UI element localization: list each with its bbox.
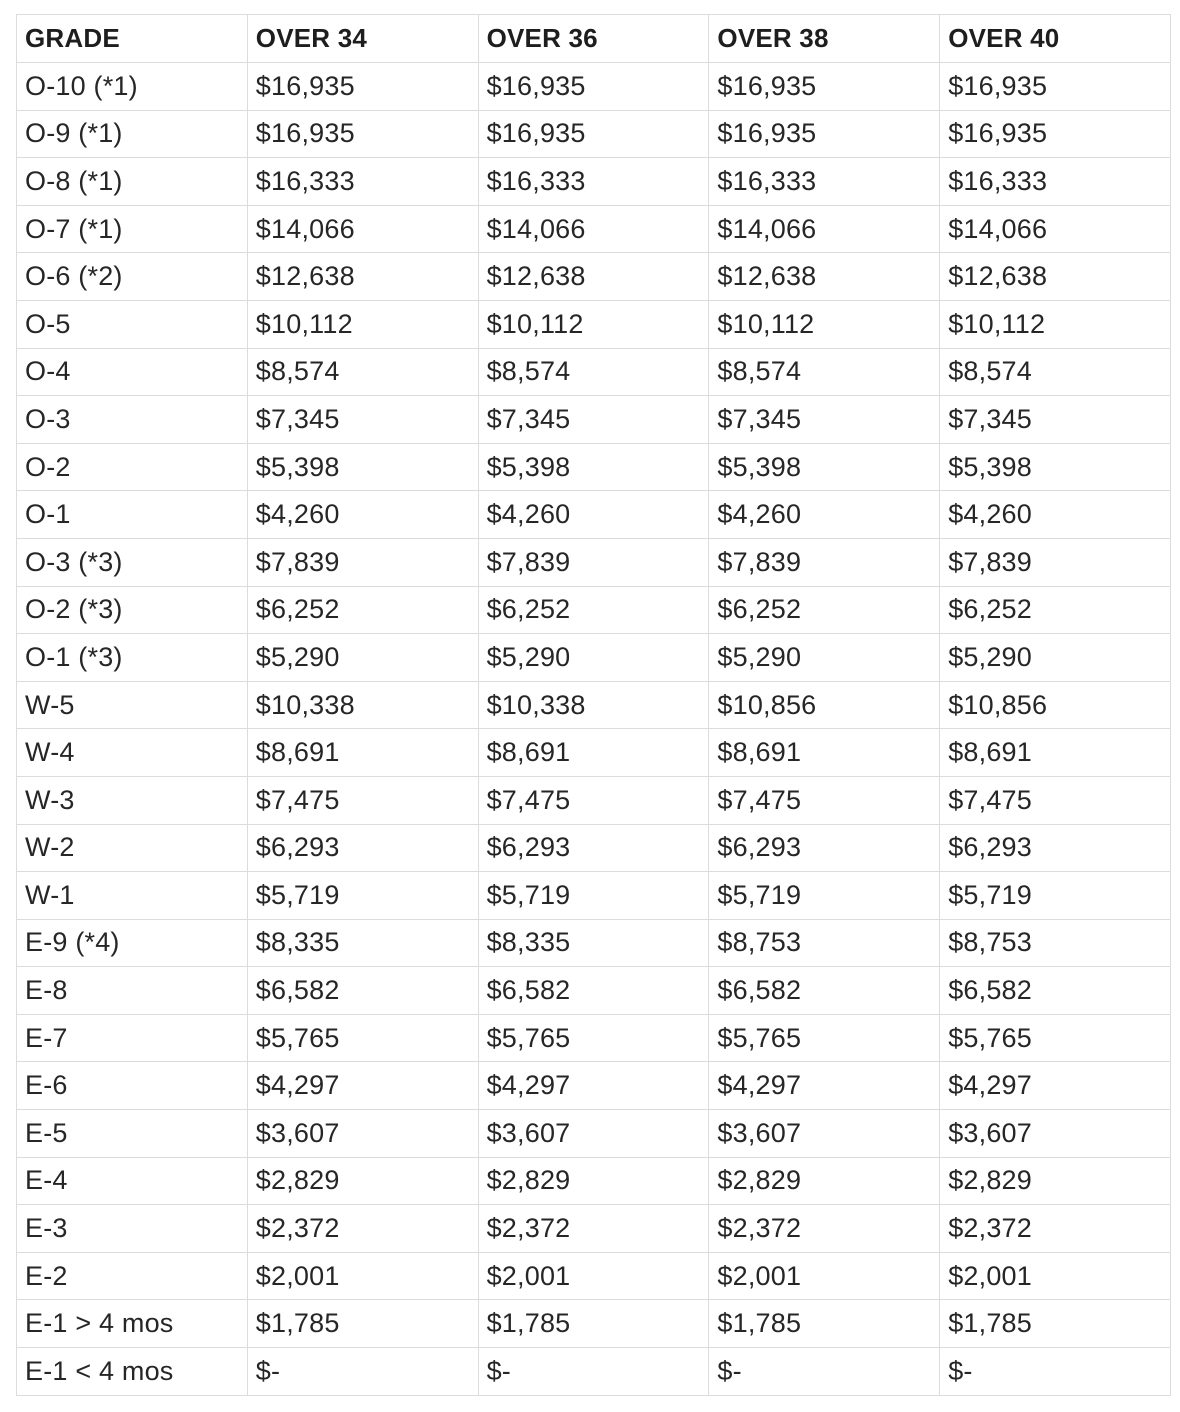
table-row <box>17 300 1171 348</box>
over-38-cell: $4,297 <box>709 1062 940 1110</box>
over-40-cell: $7,475 <box>940 776 1171 824</box>
over-36-cell: $- <box>478 1348 709 1396</box>
table-row <box>17 634 1171 682</box>
over-36-cell: $7,839 <box>478 538 709 586</box>
grade-cell: W-4 <box>17 729 248 777</box>
table-row <box>17 253 1171 301</box>
table-row <box>17 776 1171 824</box>
over-38-cell: $14,066 <box>709 205 940 253</box>
over-36-cell: $16,935 <box>478 110 709 158</box>
over-38-cell: $5,290 <box>709 634 940 682</box>
over-34-cell: $5,719 <box>247 872 478 920</box>
grade-cell: E-7 <box>17 1014 248 1062</box>
over-36-cell: $2,829 <box>478 1157 709 1205</box>
table-row <box>17 681 1171 729</box>
over-36-cell: $14,066 <box>478 205 709 253</box>
grade-cell: E-6 <box>17 1062 248 1110</box>
header-over-34: OVER 34 <box>247 15 478 63</box>
table-row <box>17 967 1171 1015</box>
over-38-cell: $16,935 <box>709 110 940 158</box>
table-row <box>17 205 1171 253</box>
over-36-cell: $12,638 <box>478 253 709 301</box>
grade-cell: E-3 <box>17 1205 248 1253</box>
table-row <box>17 158 1171 206</box>
grade-cell: O-1 <box>17 491 248 539</box>
over-40-cell: $1,785 <box>940 1300 1171 1348</box>
over-38-cell: $2,829 <box>709 1157 940 1205</box>
over-36-cell: $5,290 <box>478 634 709 682</box>
over-38-cell: $4,260 <box>709 491 940 539</box>
grade-cell: O-3 <box>17 396 248 444</box>
over-34-cell: $4,297 <box>247 1062 478 1110</box>
over-34-cell: $5,765 <box>247 1014 478 1062</box>
over-40-cell: $2,001 <box>940 1252 1171 1300</box>
pay-table-container <box>16 14 1170 1396</box>
over-34-cell: $- <box>247 1348 478 1396</box>
header-over-36: OVER 36 <box>478 15 709 63</box>
table-row <box>17 443 1171 491</box>
over-34-cell: $5,290 <box>247 634 478 682</box>
grade-cell: O-5 <box>17 300 248 348</box>
table-row <box>17 1157 1171 1205</box>
grade-cell: O-2 (*3) <box>17 586 248 634</box>
grade-cell: E-1 < 4 mos <box>17 1348 248 1396</box>
over-36-cell: $7,345 <box>478 396 709 444</box>
over-40-cell: $5,765 <box>940 1014 1171 1062</box>
over-36-cell: $16,935 <box>478 63 709 111</box>
table-row <box>17 1252 1171 1300</box>
over-38-cell: $2,372 <box>709 1205 940 1253</box>
table-row <box>17 1110 1171 1158</box>
over-38-cell: $1,785 <box>709 1300 940 1348</box>
over-36-cell: $5,719 <box>478 872 709 920</box>
over-38-cell: $5,398 <box>709 443 940 491</box>
over-40-cell: $16,333 <box>940 158 1171 206</box>
over-36-cell: $4,297 <box>478 1062 709 1110</box>
over-34-cell: $8,574 <box>247 348 478 396</box>
grade-cell: W-1 <box>17 872 248 920</box>
over-34-cell: $4,260 <box>247 491 478 539</box>
over-40-cell: $5,719 <box>940 872 1171 920</box>
over-34-cell: $6,252 <box>247 586 478 634</box>
over-40-cell: $2,372 <box>940 1205 1171 1253</box>
pay-table <box>16 14 1171 1396</box>
over-38-cell: $5,719 <box>709 872 940 920</box>
over-36-cell: $8,691 <box>478 729 709 777</box>
over-38-cell: $6,252 <box>709 586 940 634</box>
over-38-cell: $8,691 <box>709 729 940 777</box>
table-row <box>17 1205 1171 1253</box>
over-40-cell: $5,290 <box>940 634 1171 682</box>
over-38-cell: $12,638 <box>709 253 940 301</box>
grade-cell: E-9 (*4) <box>17 919 248 967</box>
table-row <box>17 63 1171 111</box>
over-40-cell: $12,638 <box>940 253 1171 301</box>
header-over-40: OVER 40 <box>940 15 1171 63</box>
over-34-cell: $10,338 <box>247 681 478 729</box>
over-40-cell: $5,398 <box>940 443 1171 491</box>
over-36-cell: $10,338 <box>478 681 709 729</box>
table-row <box>17 1014 1171 1062</box>
over-34-cell: $5,398 <box>247 443 478 491</box>
over-34-cell: $7,839 <box>247 538 478 586</box>
over-36-cell: $8,574 <box>478 348 709 396</box>
over-34-cell: $8,335 <box>247 919 478 967</box>
grade-cell: W-2 <box>17 824 248 872</box>
table-header <box>17 15 1171 63</box>
over-36-cell: $16,333 <box>478 158 709 206</box>
over-38-cell: $2,001 <box>709 1252 940 1300</box>
table-row <box>17 110 1171 158</box>
over-34-cell: $6,582 <box>247 967 478 1015</box>
over-36-cell: $5,398 <box>478 443 709 491</box>
table-row <box>17 396 1171 444</box>
over-36-cell: $2,372 <box>478 1205 709 1253</box>
grade-cell: O-6 (*2) <box>17 253 248 301</box>
grade-cell: O-3 (*3) <box>17 538 248 586</box>
over-34-cell: $7,475 <box>247 776 478 824</box>
over-34-cell: $3,607 <box>247 1110 478 1158</box>
table-row <box>17 1348 1171 1396</box>
over-38-cell: $7,345 <box>709 396 940 444</box>
over-34-cell: $2,372 <box>247 1205 478 1253</box>
grade-cell: O-1 (*3) <box>17 634 248 682</box>
table-row <box>17 1062 1171 1110</box>
over-40-cell: $7,839 <box>940 538 1171 586</box>
over-40-cell: $6,582 <box>940 967 1171 1015</box>
over-36-cell: $8,335 <box>478 919 709 967</box>
over-40-cell: $6,252 <box>940 586 1171 634</box>
over-40-cell: $14,066 <box>940 205 1171 253</box>
grade-cell: E-8 <box>17 967 248 1015</box>
over-40-cell: $16,935 <box>940 110 1171 158</box>
over-36-cell: $6,252 <box>478 586 709 634</box>
over-40-cell: $- <box>940 1348 1171 1396</box>
table-row <box>17 919 1171 967</box>
over-36-cell: $6,293 <box>478 824 709 872</box>
over-38-cell: $10,856 <box>709 681 940 729</box>
over-34-cell: $2,829 <box>247 1157 478 1205</box>
table-row <box>17 872 1171 920</box>
grade-cell: E-4 <box>17 1157 248 1205</box>
over-34-cell: $16,333 <box>247 158 478 206</box>
over-34-cell: $8,691 <box>247 729 478 777</box>
over-38-cell: $5,765 <box>709 1014 940 1062</box>
grade-cell: O-4 <box>17 348 248 396</box>
table-row <box>17 1300 1171 1348</box>
table-row <box>17 824 1171 872</box>
over-40-cell: $10,112 <box>940 300 1171 348</box>
header-over-38: OVER 38 <box>709 15 940 63</box>
header-grade: GRADE <box>17 15 248 63</box>
over-38-cell: $7,839 <box>709 538 940 586</box>
grade-cell: W-5 <box>17 681 248 729</box>
table-row <box>17 538 1171 586</box>
over-38-cell: $8,574 <box>709 348 940 396</box>
over-36-cell: $3,607 <box>478 1110 709 1158</box>
over-38-cell: $16,935 <box>709 63 940 111</box>
over-38-cell: $- <box>709 1348 940 1396</box>
over-34-cell: $12,638 <box>247 253 478 301</box>
over-34-cell: $2,001 <box>247 1252 478 1300</box>
over-40-cell: $4,260 <box>940 491 1171 539</box>
over-36-cell: $2,001 <box>478 1252 709 1300</box>
grade-cell: O-9 (*1) <box>17 110 248 158</box>
over-34-cell: $6,293 <box>247 824 478 872</box>
over-40-cell: $8,753 <box>940 919 1171 967</box>
over-34-cell: $10,112 <box>247 300 478 348</box>
over-34-cell: $16,935 <box>247 110 478 158</box>
over-38-cell: $8,753 <box>709 919 940 967</box>
over-34-cell: $1,785 <box>247 1300 478 1348</box>
grade-cell: O-7 (*1) <box>17 205 248 253</box>
over-40-cell: $3,607 <box>940 1110 1171 1158</box>
over-38-cell: $6,582 <box>709 967 940 1015</box>
table-row <box>17 491 1171 539</box>
over-36-cell: $7,475 <box>478 776 709 824</box>
over-40-cell: $10,856 <box>940 681 1171 729</box>
over-34-cell: $16,935 <box>247 63 478 111</box>
over-36-cell: $10,112 <box>478 300 709 348</box>
over-38-cell: $10,112 <box>709 300 940 348</box>
over-40-cell: $4,297 <box>940 1062 1171 1110</box>
header-row <box>17 15 1171 63</box>
grade-cell: O-2 <box>17 443 248 491</box>
grade-cell: O-8 (*1) <box>17 158 248 206</box>
over-40-cell: $6,293 <box>940 824 1171 872</box>
grade-cell: E-1 > 4 mos <box>17 1300 248 1348</box>
over-34-cell: $14,066 <box>247 205 478 253</box>
table-row <box>17 348 1171 396</box>
grade-cell: W-3 <box>17 776 248 824</box>
grade-cell: E-5 <box>17 1110 248 1158</box>
over-38-cell: $16,333 <box>709 158 940 206</box>
over-40-cell: $16,935 <box>940 63 1171 111</box>
over-34-cell: $7,345 <box>247 396 478 444</box>
over-36-cell: $4,260 <box>478 491 709 539</box>
over-40-cell: $8,691 <box>940 729 1171 777</box>
over-38-cell: $7,475 <box>709 776 940 824</box>
table-row <box>17 586 1171 634</box>
grade-cell: O-10 (*1) <box>17 63 248 111</box>
over-36-cell: $1,785 <box>478 1300 709 1348</box>
over-36-cell: $5,765 <box>478 1014 709 1062</box>
grade-cell: E-2 <box>17 1252 248 1300</box>
over-38-cell: $3,607 <box>709 1110 940 1158</box>
over-40-cell: $7,345 <box>940 396 1171 444</box>
table-body <box>17 63 1171 1396</box>
over-40-cell: $8,574 <box>940 348 1171 396</box>
over-40-cell: $2,829 <box>940 1157 1171 1205</box>
table-row <box>17 729 1171 777</box>
over-38-cell: $6,293 <box>709 824 940 872</box>
over-36-cell: $6,582 <box>478 967 709 1015</box>
